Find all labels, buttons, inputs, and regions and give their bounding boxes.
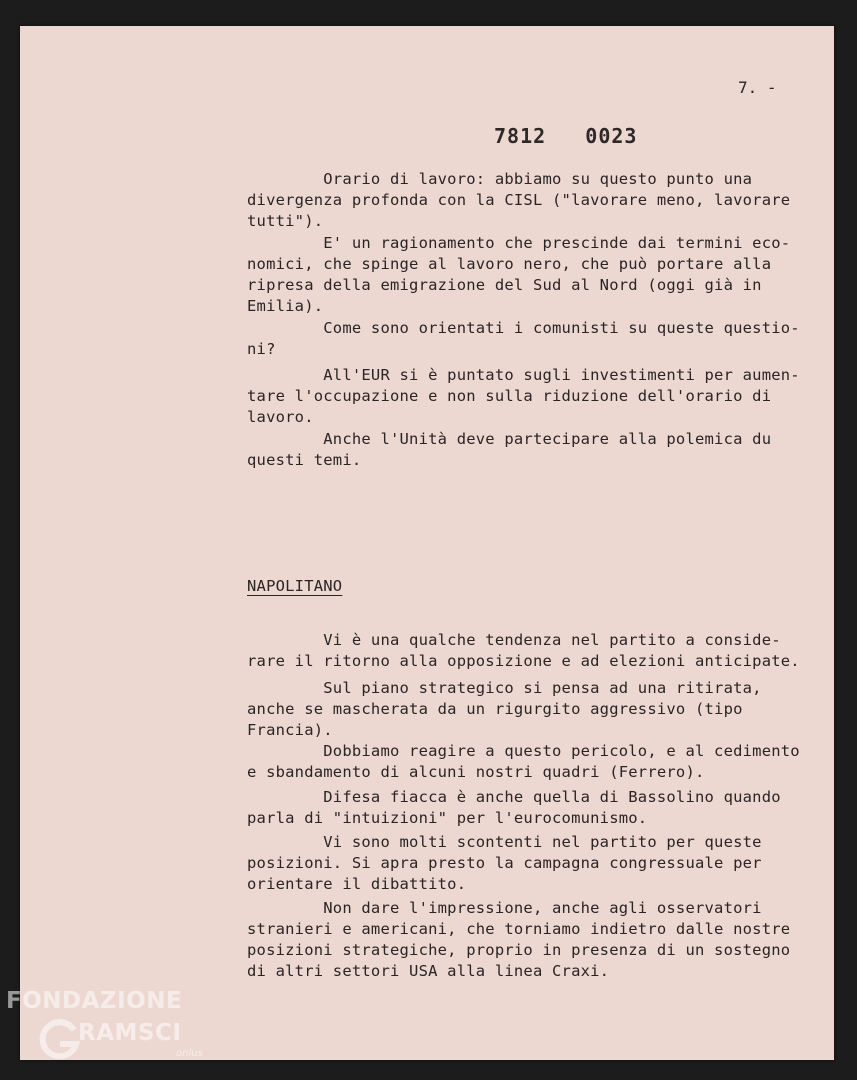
paragraph-scontenti: Vi sono molti scontenti nel partito per queste posizioni. Si apra presto la campagna congressuale per orientare il dibattito. <box>247 833 762 893</box>
page-number: 7. - <box>738 78 777 97</box>
paragraph-reagire: Dobbiamo reagire a questo pericolo, e al cedimento e sbandamento di alcuni nostri quadri (Ferrero). <box>247 742 800 781</box>
paragraph-orario: Orario di lavoro: abbiamo su questo punto una divergenza profonda con la CISL ("lavorare meno, lavorare tutti"). <box>247 170 791 230</box>
watermark-suffix: onlus <box>176 1048 203 1059</box>
paragraph-impressione: Non dare l'impressione, anche agli osservatori stranieri e americani, che torniamo indietro dalle nostre posizioni strategiche, proprio in presenza di un sostegno di altri settori USA alla linea Craxi. <box>247 899 791 980</box>
document-page <box>20 26 834 1060</box>
watermark-line1: FONDAZIONE <box>6 988 183 1014</box>
paragraph-tendenza: Vi è una qualche tendenza nel partito a conside- rare il ritorno alla opposizione e ad elezioni anticipate. <box>247 631 800 670</box>
document-stamp-number: 7812 0023 <box>494 124 638 148</box>
gramsci-g-logo-icon <box>36 1016 82 1062</box>
paragraph-eur: All'EUR si è puntato sugli investimenti per aumen- tare l'occupazione e non sulla riduzione dell'orario di lavoro. <box>247 366 800 426</box>
paragraph-comunisti: Come sono orientati i comunisti su queste questio- ni? <box>247 319 800 358</box>
watermark-line2: RAMSCI <box>78 1020 182 1046</box>
paragraph-unita: Anche l'Unità deve partecipare alla polemica du questi temi. <box>247 430 772 469</box>
section-heading-napolitano: NAPOLITANO <box>247 577 343 595</box>
paragraph-strategico: Sul piano strategico si pensa ad una ritirata, anche se mascherata da un rigurgito aggressivo (tipo Francia). <box>247 679 762 739</box>
paragraph-ragionamento: E' un ragionamento che prescinde dai termini eco- nomici, che spinge al lavoro nero, che può portare alla ripresa della emigrazione del Sud al Nord (oggi già in Emilia). <box>247 234 791 315</box>
paragraph-bassolino: Difesa fiacca è anche quella di Bassolino quando parla di "intuizioni" per l'eurocomunismo. <box>247 788 781 827</box>
fondazione-gramsci-watermark <box>6 988 226 1078</box>
